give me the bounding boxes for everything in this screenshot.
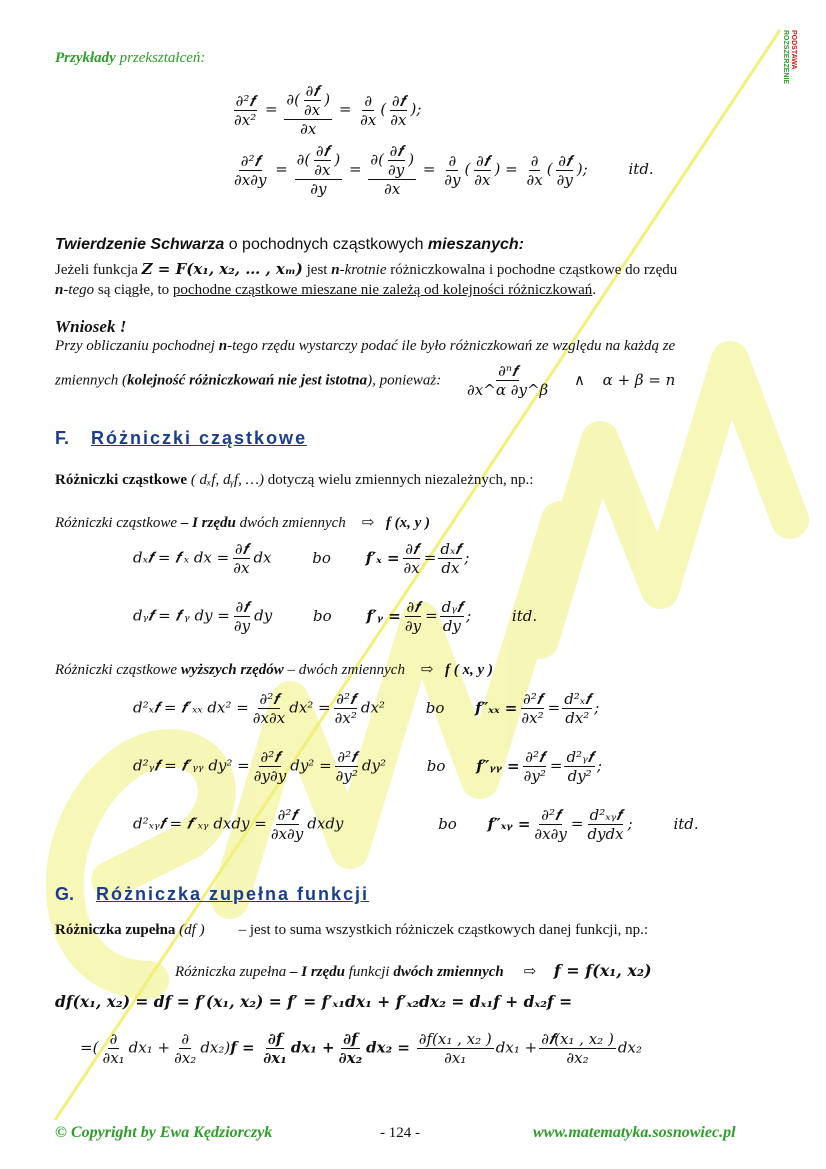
equation-dy-f: dᵧ𝒇 = 𝒇′ᵧ dy = $\frac{\text{∂𝒇}}{\partial y}$ dy bo 𝒇′ᵧ = $\frac{\text{∂𝒇}}{\partial y}$ = $\frac{\text{dᵧ𝒇}}{dy}$ ; itd.: [133, 598, 538, 635]
equation-total-differential-2: =( $\frac{\partial}{\text{∂x₁}}$ dx₁ + $\frac{\partial}{\text{∂x₂}}$ dx₂)𝒇 = $\frac{\text{∂𝒇}}{\text{∂𝒙₁}}$ 𝒅𝒙₁ + $\frac{\text{∂𝒇}}{\text{∂𝒙₂}}$ 𝒅𝒙₂ = $\frac{\text{∂f(x₁ , x₂ )}}{\text{∂x₁}}$ dx₁ + $\frac{\text{∂𝒇(x₁ , x₂ )}}{\text{∂x₂}}$ dx₂: [80, 1030, 642, 1067]
higher-order-caption: Różniczki cząstkowe wyższych rzędów – dwóch zmiennych ⇨ f ( x, y ): [55, 662, 493, 678]
conclusion-line-1: Przy obliczaniu pochodnej n-tego rzędu wystarczy podać ile było różniczkowań ze względu na każdą ze: [55, 338, 676, 354]
side-label-rozszerzenie: ROZSZERZENIE: [782, 30, 789, 85]
footer-page-number: - 124 -: [380, 1125, 420, 1141]
schwarz-title: Twierdzenie Schwarza o pochodnych cząstkowych mieszanych:: [55, 236, 524, 253]
side-label: [781, 30, 797, 84]
section-f-intro: Różniczki cząstkowe ( dₓf, dᵧf, …) dotyczą wielu zmiennych niezależnych, np.:: [55, 472, 534, 488]
schwarz-line-1: Jeżeli funkcja 𝒁 = 𝑭(𝒙₁, 𝒙₂, … , 𝒙ₘ) jest n-krotnie różniczkowalna i pochodne cząstkowe do rzędu: [55, 260, 678, 278]
first-order-caption: Różniczki cząstkowe – I rzędu dwóch zmiennych ⇨ f (x, y ): [55, 515, 431, 531]
equation-total-differential-1: 𝒅𝒇(𝒙₁, 𝒙₂) = 𝒅𝒇 = 𝒇′(𝒙₁, 𝒙₂) = 𝒇′ = 𝒇′ₓ₁𝒅𝒙₁ + 𝒇′ₓ₂𝒅𝒙₂ = dₓ₁f + dₓ₂f =: [55, 992, 573, 1011]
examples-heading: Przykłady przekształceń:: [55, 50, 206, 66]
equation-dxy-f: d²ₓᵧ𝒇 = 𝒇″ₓᵧ dxdy = $\frac{\text{∂²𝒇}}{\partial x\partial y}$ dxdy bo 𝒇″ₓᵧ = $\frac{\text{∂²𝒇}}{\partial x\partial y}$ = $\frac{\text{d²ₓᵧ𝒇}}{\text{dydx}}$ ; itd.: [133, 806, 699, 843]
equation-second-derivative-x: $\frac{\text{∂²𝒇}}{\text{∂x²}}$ = ∂( $\frac{\text{∂𝒇}}{\partial x}$ ) ∂x = $\frac{\partial}{\partial x}$ ( $\frac{\text{∂𝒇}}{\partial x}$ );: [234, 82, 422, 138]
section-g-intro: Różniczka zupełna (df ) – jest to suma wszystkich różniczek cząstkowych danej funkcji, np.:: [55, 922, 649, 938]
conclusion-line-2: zmiennych (kolejność różniczkowań nie jest istotna), ponieważ: $\frac{\text{∂ⁿ𝒇}}{\partial x\^{}\alpha \partial y\^{}\beta}$ ∧ α + β = n: [55, 362, 676, 399]
total-first-caption: Różniczka zupełna – I rzędu funkcji dwóch zmiennych ⇨ 𝒇 = 𝒇(𝒙₁, 𝒙₂): [175, 961, 652, 980]
equation-dx-f: dₓ𝒇 = 𝒇′ₓ dx = $\frac{\text{∂𝒇}}{\partial x}$ dx bo 𝒇′ₓ = $\frac{\text{∂𝒇}}{\partial x}$ = $\frac{\text{dₓ𝒇}}{dx}$ ;: [133, 540, 470, 577]
equation-mixed-derivative: $\frac{\text{∂²𝒇}}{\partial x\partial y}$ = ∂( $\frac{\text{∂𝒇}}{\partial x}$ ) ∂y = ∂( $\frac{\text{∂𝒇}}{\partial y}$ ) ∂x = $\frac{\partial}{\partial y}$ ( $\frac{\text{∂𝒇}}{\partial x}$ ) = $\frac{\partial}{\partial x}$ ( $\frac{\text{∂𝒇}}{\partial y}$ ); itd.: [234, 142, 654, 198]
footer-copyright: © Copyright by Ewa Kędziorczyk: [55, 1124, 273, 1141]
equation-dxx-f: d²ₓ𝒇 = 𝒇″ₓₓ dx² = $\frac{\text{∂²𝒇}}{\partial x\partial x}$ dx² = $\frac{\text{∂²𝒇}}{\text{∂x²}}$ dx² bo 𝒇″ₓₓ = $\frac{\text{∂²𝒇}}{\text{∂x²}}$ = $\frac{\text{d²ₓ𝒇}}{\text{dx²}}$ ;: [133, 690, 600, 727]
schwarz-line-2: n-tego są ciągłe, to pochodne cząstkowe mieszane nie zależą od kolejności różniczkowań.: [55, 282, 597, 298]
equation-dyy-f: d²ᵧ𝒇 = 𝒇″ᵧᵧ dy² = $\frac{\text{∂²𝒇}}{\partial y\partial y}$ dy² = $\frac{\text{∂²𝒇}}{\text{∂y²}}$ dy² bo 𝒇″ᵧᵧ = $\frac{\text{∂²𝒇}}{\text{∂y²}}$ = $\frac{\text{d²ᵧ𝒇}}{\text{dy²}}$ ;: [133, 748, 602, 785]
conclusion-title: Wniosek !: [55, 317, 127, 336]
side-label-podstawa: PODSTAWA: [790, 30, 797, 70]
footer-website-link[interactable]: www.matematyka.sosnowiec.pl: [533, 1124, 736, 1141]
section-f-heading: F. Różniczki cząstkowe: [55, 428, 308, 448]
section-g-heading: G. Różniczka zupełna funkcji: [55, 884, 370, 904]
